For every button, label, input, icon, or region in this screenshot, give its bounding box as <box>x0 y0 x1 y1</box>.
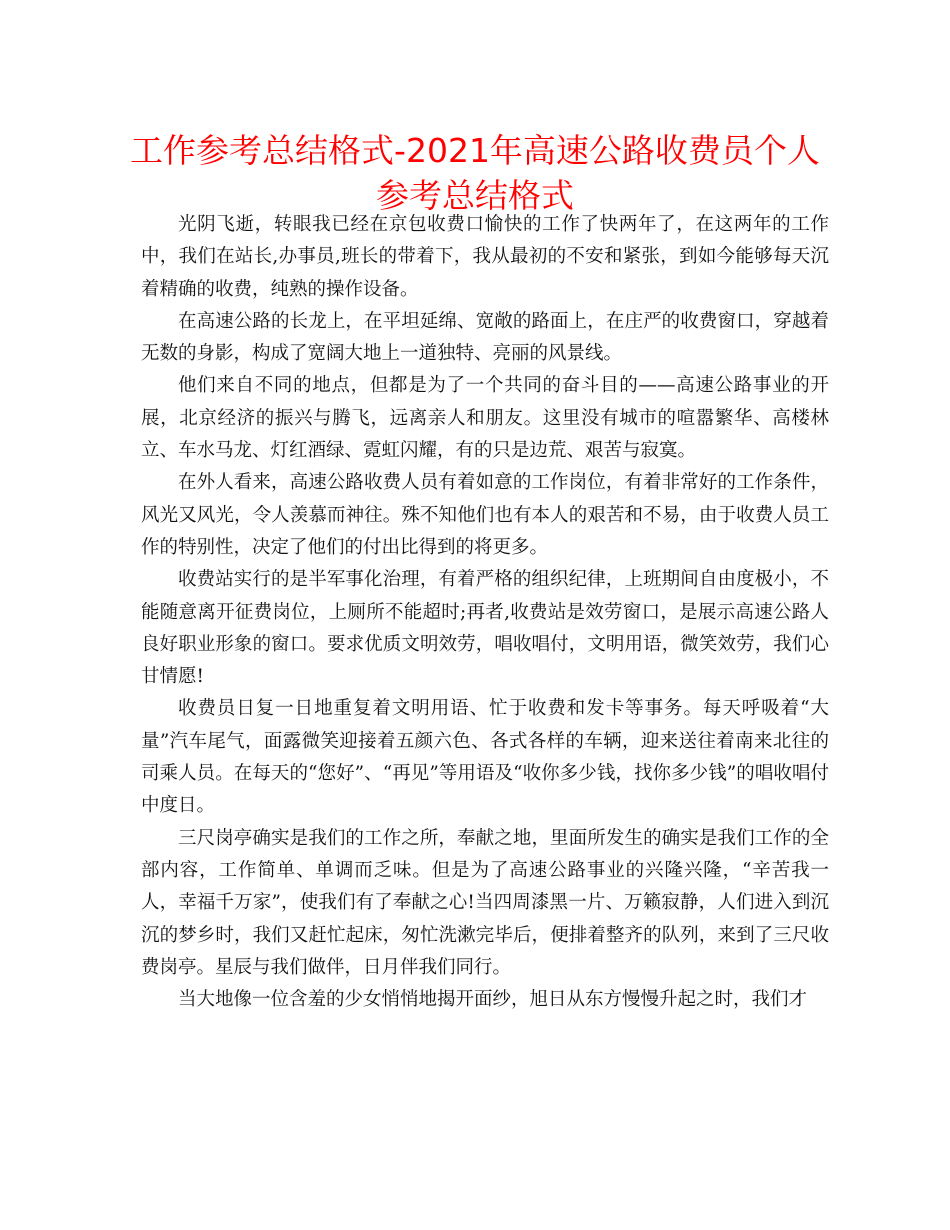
paragraph: 光阴飞逝，转眼我已经在京包收费口愉快的工作了快两年了，在这两年的工作中，我们在站长,办事员,班长的带着下，我从最初的不安和紧张，到如今能够每天沉着精确的收费，纯熟的操作设备。 <box>141 214 829 300</box>
paragraph: 收费站实行的是半军事化治理，有着严格的组织纪律，上班期间自由度极小，不能随意离开征费岗位，上厕所不能超时;再者,收费站是效劳窗口，是展示高速公路人良好职业形象的窗口。要求优质文明效劳，唱收唱付，文明用语，微笑效劳，我们心甘情愿! <box>141 569 829 688</box>
paragraph: 收费员日复一日地重复着文明用语、忙于收费和发卡等事务。每天呼吸着“大量”汽车尾气，面露微笑迎接着五颜六色、各式各样的车辆，迎来送往着南来北往的司乘人员。在每天的“您好”、“再见”等用语及“收你多少钱，找你多少钱”的唱收唱付中度日。 <box>141 698 829 817</box>
document-title: 工作参考总结格式-2021年高速公路收费员个人参考总结格式 <box>130 131 820 215</box>
document-body <box>141 209 829 1016</box>
paragraph: 当大地像一位含羞的少女悄悄地揭开面纱，旭日从东方慢慢升起之时，我们才 <box>178 989 808 1011</box>
paragraph: 在外人看来，高速公路收费人员有着如意的工作岗位，有着非常好的工作条件，风光又风光，令人羡慕而神往。殊不知他们也有本人的艰苦和不易，由于收费人员工作的特别性，决定了他们的付出比得到的将更多。 <box>141 472 829 558</box>
paragraph: 他们来自不同的地点，但都是为了一个共同的奋斗目的——高速公路事业的开展，北京经济的振兴与腾飞，远离亲人和朋友。这里没有城市的喧嚣繁华、高楼林立、车水马龙、灯红酒绿、霓虹闪耀，有的只是边荒、艰苦与寂寞。 <box>141 375 829 462</box>
paragraph: 在高速公路的长龙上，在平坦延绵、宽敞的路面上，在庄严的收费窗口，穿越着无数的身影，构成了宽阔大地上一道独特、亮丽的风景线。 <box>141 310 829 365</box>
paragraph: 三尺岗亭确实是我们的工作之所，奉献之地，里面所发生的确实是我们工作的全部内容，工作简单、单调而乏味。但是为了高速公路事业的兴隆兴隆，“辛苦我一人，幸福千万家”，使我们有了奉献之心!当四周漆黑一片、万籁寂静，人们进入到沉沉的梦乡时，我们又赶忙起床，匆忙洗漱完毕后，便排着整齐的队列，来到了三尺收费岗亭。星辰与我们做伴，日月伴我们同行。 <box>141 827 829 978</box>
